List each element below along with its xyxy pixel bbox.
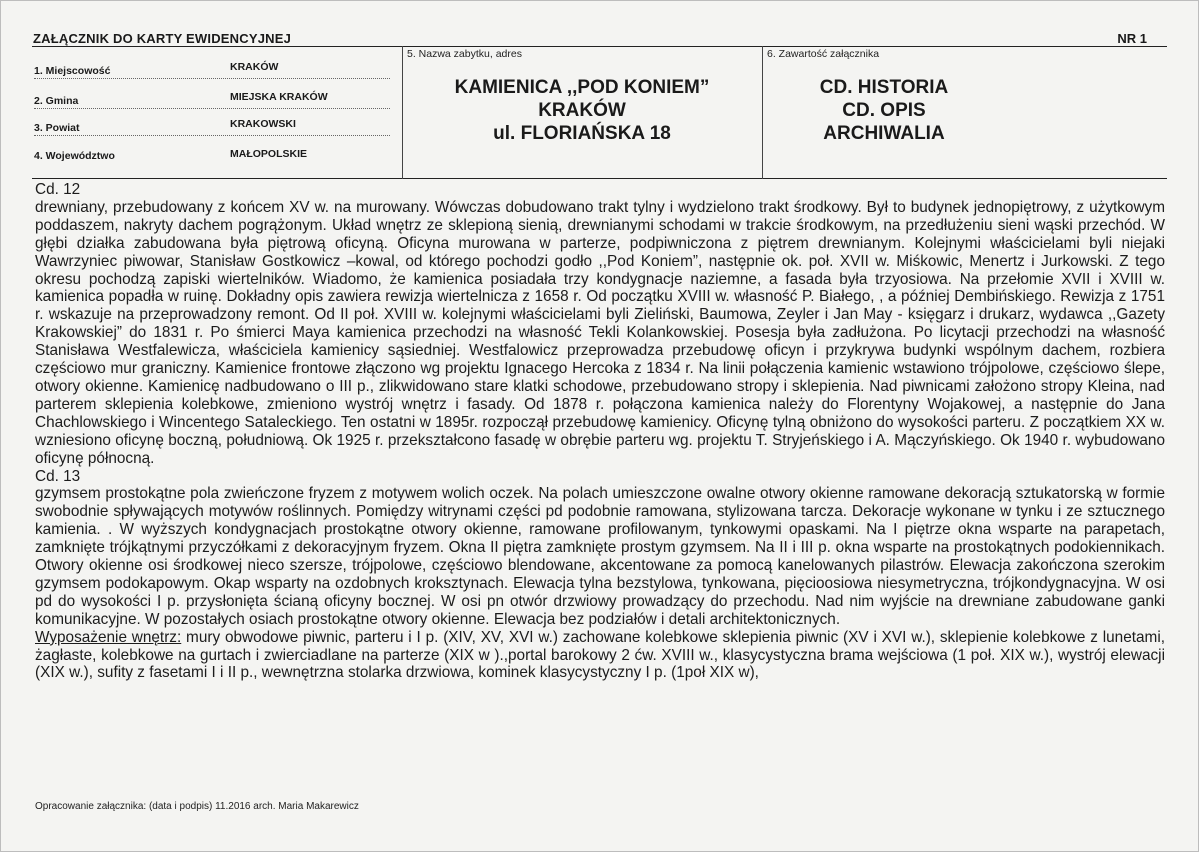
header-top-rule: [32, 46, 1167, 47]
header-divider-2: [762, 46, 763, 179]
contents-label: 6. Zawartość załącznika: [767, 48, 880, 60]
contents-line-2: CD. OPIS: [842, 100, 926, 121]
field-label: 1. Miejscowość: [34, 65, 111, 77]
monument-line-1: KAMIENICA ,,POD KONIEM”: [454, 77, 710, 98]
field-underline: [34, 78, 390, 79]
document-number: NR 1: [1117, 31, 1147, 46]
field-label: 4. Województwo: [34, 150, 115, 162]
field-label: 3. Powiat: [34, 122, 80, 134]
paragraph-description: gzymsem prostokątne pola zwieńczone fryzem z motywem wolich oczek. Na polach umieszczone owalne otwory okienne ramowane dekoracją sztukatorską w formie swobodnie spływających motywów roślinnych. Pomiędzy witrynami części pd podobnie ramowana, stylizowana tarcza. Dekoracje wykonane w tynku i ze sztucznego kamienia. . W wyższych kondygnacjach prostokątne otwory okienne, ramowane profilowanym, tynkowymi opaskami. Na I piętrze okna wsparte na parapetach, zamknięte trójkątnymi przyczółkami z dekoracyjnym fryzem. Okna II piętra zamknięte prostym gzymsem. Na II i III p. okna wsparte na prostokątnych podokiennikach. Otwory okienne osi środkowej nieco szersze, trójpolowe, częściowo blendowane, akcentowane za pomocą kanelowanych pilastrów. Elewacja zakończona szerokim gzymsem podokapowym. Okap wsparty na ozdobnych kroksztynach. Elewacja tylna bezstylowa, tynkowana, pięcioosiowa niesymetryczna, trójkondygnacyjna. W osi pd do wysokości I p. przysłonięta ścianą oficyny bocznej. W osi pn otwór drzwiowy prowadzący do przechodu. Nad nim wyjście na drewniane zabudowane ganki komunikacyjne. W pozostałych osiach prostokątne otwory okienne. Elewacja bez podziałów i detali architektonicznych.: [35, 485, 1165, 628]
header-bottom-rule: [32, 178, 1167, 179]
footer-credit: Opracowanie załącznika: (data i podpis) 11.2016 arch. Maria Makarewicz: [35, 801, 359, 812]
header-divider-1: [402, 46, 403, 179]
document-title: ZAŁĄCZNIK DO KARTY EWIDENCYJNEJ: [33, 31, 292, 46]
field-value: KRAKÓW: [230, 61, 279, 73]
monument-name: [404, 76, 760, 145]
monument-line-2: KRAKÓW: [538, 100, 626, 121]
section-heading-cd13: Cd. 13: [35, 467, 81, 485]
contents-line-3: ARCHIWALIA: [823, 123, 945, 144]
field-underline: [34, 108, 390, 109]
section-heading-cd12: Cd. 12: [35, 181, 81, 198]
field-value: KRAKOWSKI: [230, 118, 296, 130]
contents-list: [764, 76, 1004, 145]
monument-label: 5. Nazwa zabytku, adres: [407, 48, 522, 60]
interior-text: mury obwodowe piwnic, parteru i I p. (XIV, XV, XVI w.) zachowane kolebkowe sklepienia piwnic (XV i XVI w.), sklepienie kolebkowe z lunetami, żagłaste, kolebkowe na gurtach i zwierciadlane na parterze (XIX w ).,portal barokowy 2 ćw. XVIII w., klasycystyczna brama wejściowa (1 poł. XIX w.), wystrój elewacji (XIX w.), sufity z fasetami I i II p., wewnętrzna stolarka drzwiowa, kominek klasycystyczny I p. (1poł XIX w),: [35, 628, 1165, 682]
interior-label: Wyposażenie wnętrz:: [35, 628, 182, 646]
contents-line-1: CD. HISTORIA: [819, 77, 949, 98]
document-body: [35, 181, 1165, 682]
field-value: MAŁOPOLSKIE: [230, 148, 308, 160]
field-value: MIEJSKA KRAKÓW: [230, 91, 328, 103]
field-label: 2. Gmina: [34, 95, 79, 107]
monument-line-3: ul. FLORIAŃSKA 18: [493, 123, 671, 144]
paragraph-history: drewniany, przebudowany z końcem XV w. na murowany. Wówczas dobudowano trakt tylny i wydzielono trakt środkowy. Był to budynek jednopiętrowy, z użytkowym poddaszem, nakryty dachem pogrążonym. Układ wnętrz ze sklepioną sienią, drewnianymi schodami w trakcie środkowym, na przedłużeniu sieni wąski przechód. W głębi działka zabudowana była piętrową oficyną. Oficyna murowana w parterze, podpiwniczona z piętrem drewnianym. Kolejnymi właścicielami byli niejaki Wawrzyniec piwowar, Stanisław Gostkowicz –kowal, od którego pochodzi godło ,,Pod Koniem”, następnie ok. poł. XVII w. Miśkowic, Menertz i Jurkowski. Z tego okresu pochodzą zapiski wiertelników. Wiadomo, że kamienica posiadała trzy kondygnacje naziemne, a fasada była trzyosiowa. Na przełomie XVII i XVIII w. kamienica popadła w ruinę. Dokładny opis zawiera rewizja wiertelnicza z 1658 r. Od początku XVIII w. własność P. Białego, , a później Dembińskiego. Rewizja z 1751 r. wskazuje na przeprowadzony remont. Od II poł. XVIII w. kolejnymi właścicielami byli Zieliński, Baumowa, Zeyler i Jan May - księgarz i drukarz, wydawca ,,Gazety Krakowskiej” do 1831 r. Po śmierci Maya kamienica przechodzi na własność Tekli Kolankowskiej. Posesja była zadłużona. Po licytacji przechodzi na własność Stanisława Westfalewicza, właściciela kamienicy sąsiedniej. Westfalowicz przeprowadza przebudowę oficyn i przykrywa budynki wspólnym dachem, rozbiera częściowo mur graniczny. Kamienice frontowe złączono wg projektu Ignacego Hercoka z 1834 r. Na linii połączenia kamienic wstawiono trójpolowe, częściowo ślepe, otwory okienne. Kamienicę nadbudowano o III p., zlikwidowano stare klatki schodowe, przebudowano stropy i sklepienia. Nad piwnicami założono stropy Kleina, nad parterem sklepienia kolebkowe, zmieniono wystrój wnętrz i fasady. Od 1878 r. połączona kamienica należy do Florentyny Wojakowej, a następnie do Jana Chachlowskiego i Wincentego Sataleckiego. Ten ostatni w 1895r. rozpoczął przebudowę kamienicy. Oficynę tylną obniżono do wysokości parteru. Z początkiem XX w. wzniesiono oficynę boczną, południową. Ok 1925 r. przekształcono fasadę w obrębie parteru wg. projektu T. Stryjeńskiego i A. Mączyńskiego. Ok 1940 r. wybudowano oficynę północną.: [35, 198, 1165, 467]
paragraph-interior: [35, 629, 1165, 683]
field-underline: [34, 135, 390, 136]
